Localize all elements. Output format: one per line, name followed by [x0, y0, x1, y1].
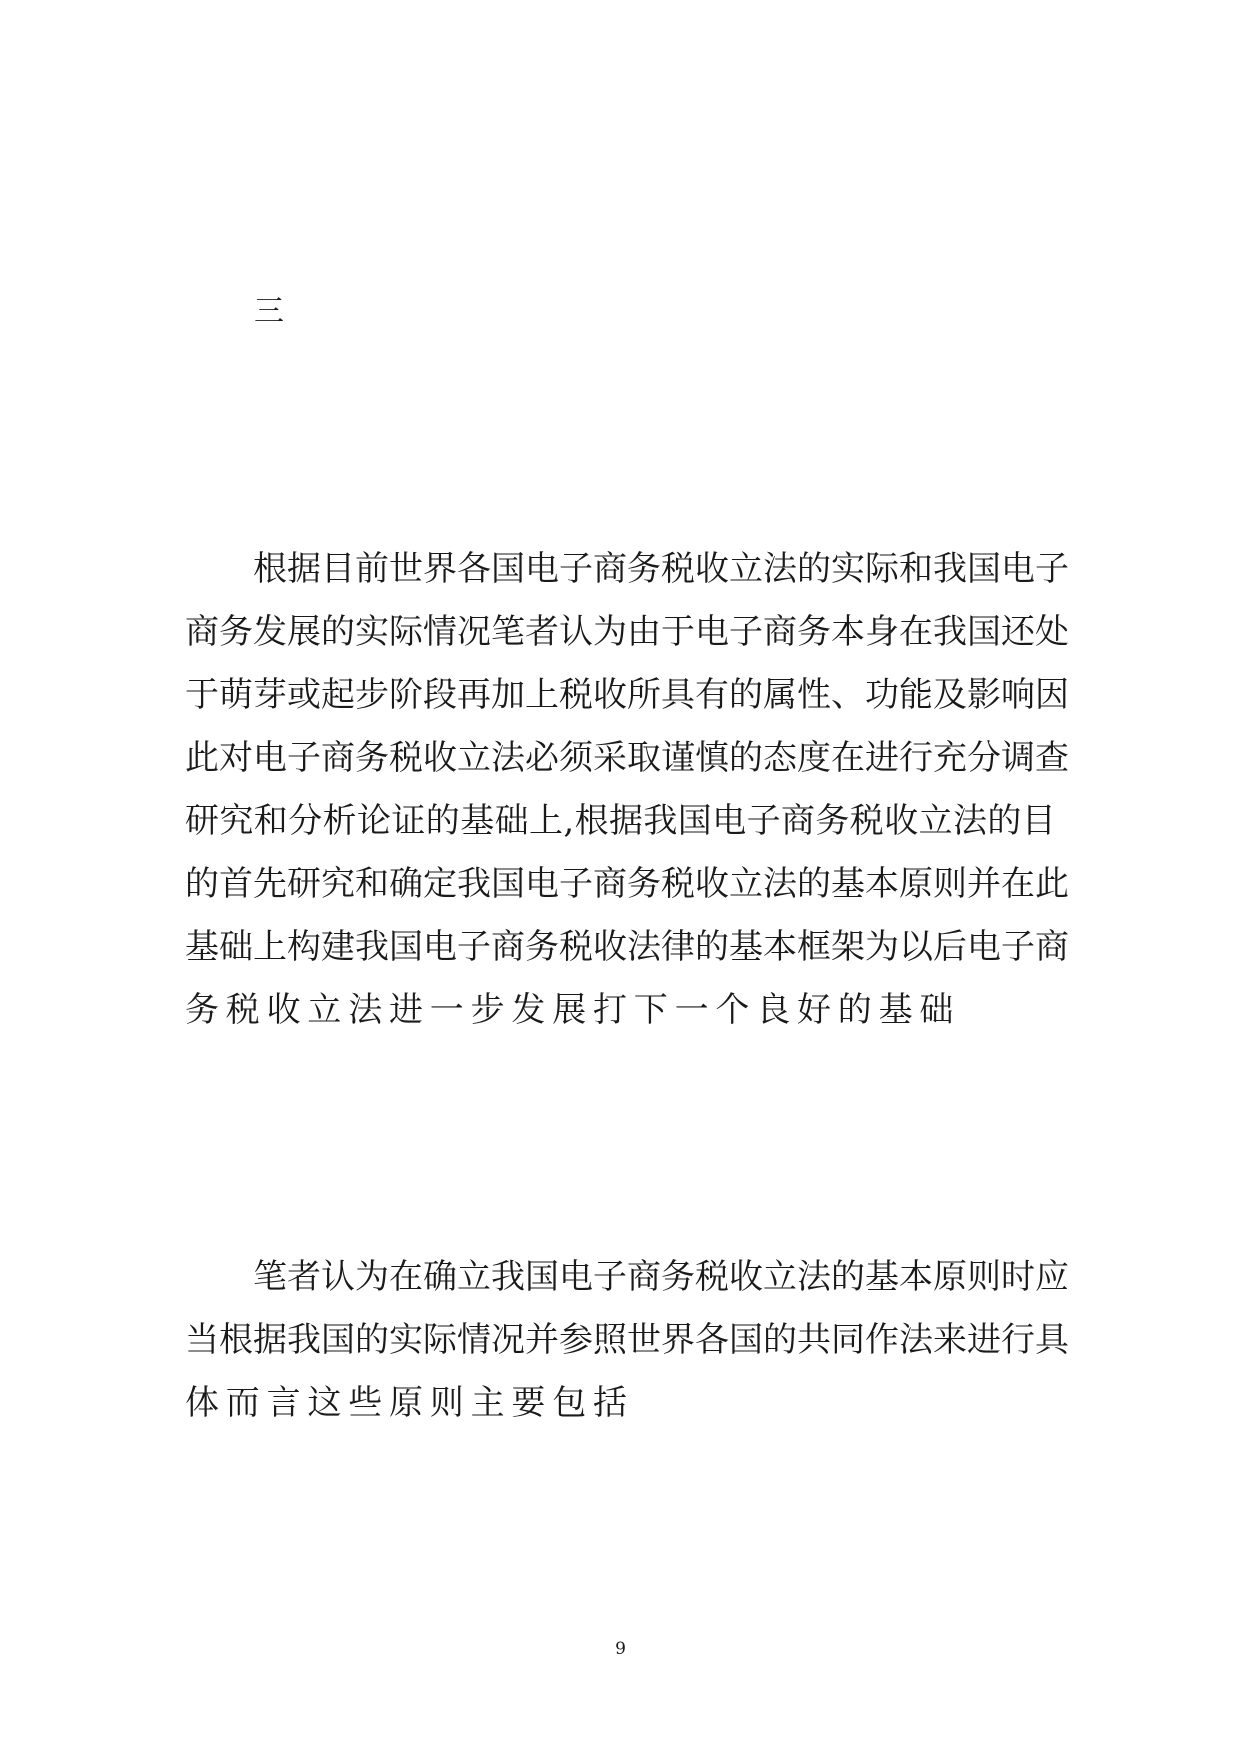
paragraph-1-line-2: 商务发展的实际情况笔者认为由于电子商务本身在我国还处 [185, 612, 1069, 652]
paragraph-2-line-2: 当根据我国的实际情况并参照世界各国的共同作法来进行具 [185, 1320, 1069, 1360]
paragraph-1-line-4: 此对电子商务税收立法必须采取谨慎的态度在进行充分调查 [185, 738, 1069, 778]
paragraph-1-line-3: 于萌芽或起步阶段再加上税收所具有的属性、功能及影响因 [185, 675, 1069, 715]
paragraph-2-line-3: 体而言这些原则主要包括 [185, 1383, 634, 1423]
paragraph-1-line-8: 务税收立法进一步发展打下一个良好的基础 [185, 990, 961, 1030]
paragraph-1-line-1: 根据目前世界各国电子商务税收立法的实际和我国电子 [253, 549, 1069, 589]
paragraph-1-line-7: 基础上构建我国电子商务税收法律的基本框架为以后电子商 [185, 927, 1069, 967]
paragraph-1-line-5: 研究和分析论证的基础上,根据我国电子商务税收立法的目 [185, 801, 1057, 841]
page-number: 9 [615, 1639, 626, 1659]
paragraph-2-line-1: 笔者认为在确立我国电子商务税收立法的基本原则时应 [253, 1257, 1069, 1297]
paragraph-1-line-6: 的首先研究和确定我国电子商务税收立法的基本原则并在此 [185, 864, 1069, 904]
section-number: 三 [254, 294, 284, 329]
